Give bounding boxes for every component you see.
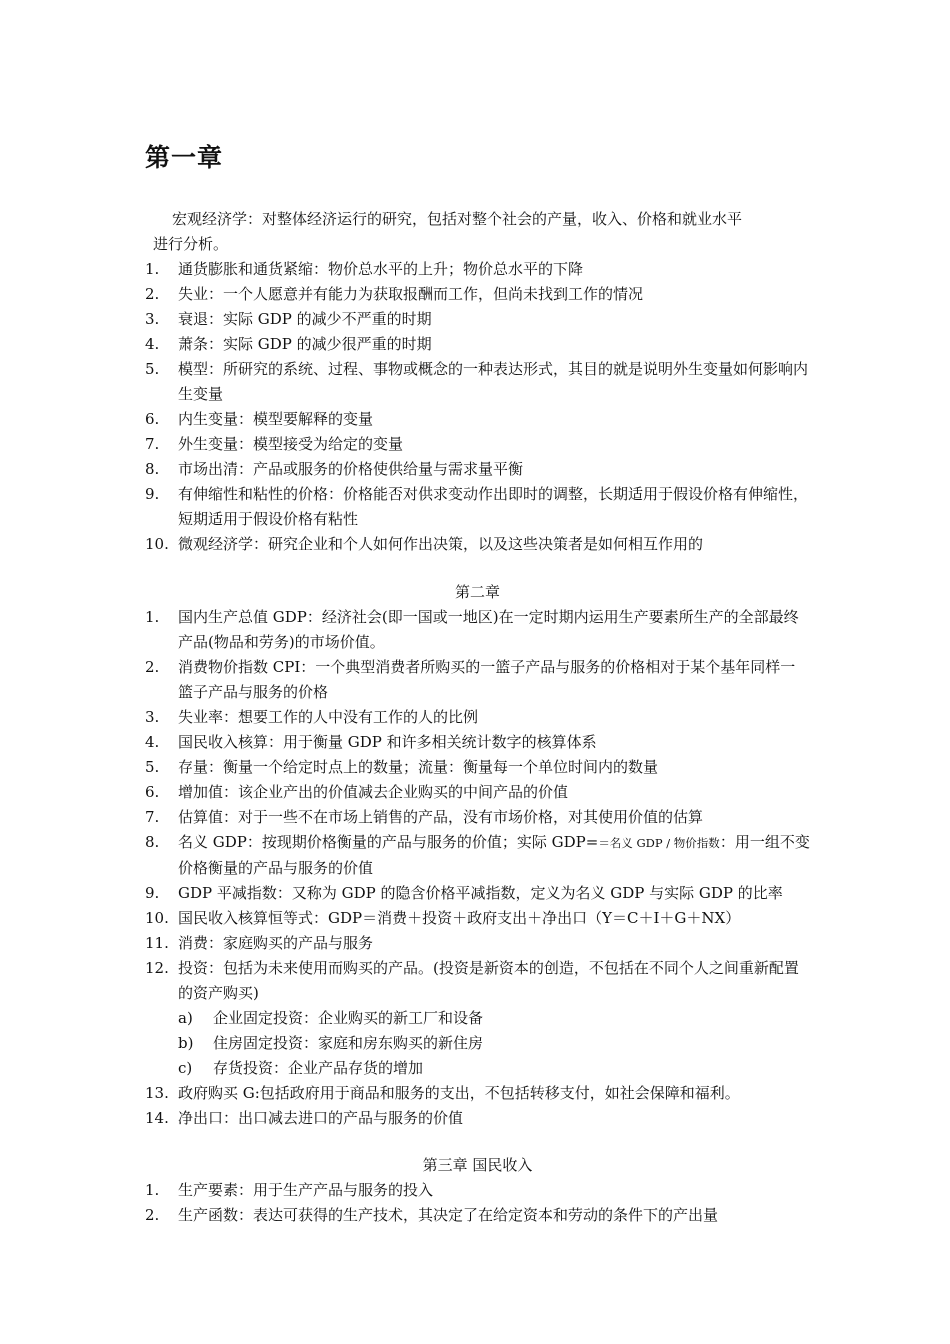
sub-list-item: c) 存货投资：企业产品存货的增加 — [178, 1059, 424, 1077]
chapter1-intro — [145, 207, 810, 257]
list-item: 10. 微观经济学：研究企业和个人如何作出决策，以及这些决策者是如何相互作用的 — [145, 535, 704, 553]
list-item: 9. GDP 平减指数：又称为 GDP 的隐含价格平减指数，定义为名义 GDP 与实际 GDP 的比率 — [145, 884, 783, 902]
list-item: 8. 市场出清：产品或服务的价格使供给量与需求量平衡 — [145, 460, 524, 478]
list-item: 9. 有伸缩性和粘性的价格：价格能否对供求变动作出即时的调整，长期适用于假设价格有伸缩性，短期适用于假设价格有粘性 — [145, 485, 809, 528]
list-item: 4. 萧条：实际 GDP 的减少很严重的时期 — [145, 335, 432, 353]
list-item: 5. 存量：衡量一个给定时点上的数量；流量：衡量每一个单位时间内的数量 — [145, 758, 659, 776]
list-item: 1. 生产要素：用于生产产品与服务的投入 — [145, 1181, 434, 1199]
list-item: 4. 国民收入核算：用于衡量 GDP 和许多相关统计数字的核算体系 — [145, 733, 597, 751]
list-item: 1. 国内生产总值 GDP：经济社会(即一国或一地区)在一定时期内运用生产要素所生产的全部最终产品(物品和劳务)的市场价值。 — [145, 608, 799, 651]
list-item: 1. 通货膨胀和通货紧缩：物价总水平的上升；物价总水平的下降 — [145, 260, 584, 278]
list-item: 14. 净出口：出口减去进口的产品与服务的价值 — [145, 1109, 464, 1127]
chapter2-title: 第二章 — [454, 583, 500, 601]
list-item: 8. 名义 GDP：按现期价格衡量的产品与服务的价值；实际 GDP=＝名义 GDP / 物价指数：用一组不变价格衡量的产品与服务的价值 — [145, 833, 810, 877]
list-item: 7. 外生变量：模型接受为给定的变量 — [145, 435, 404, 453]
chapter2-list — [145, 605, 810, 1131]
list-item: 6. 内生变量：模型要解释的变量 — [145, 410, 374, 428]
list-item: 6. 增加值：该企业产出的价值减去企业购买的中间产品的价值 — [145, 783, 569, 801]
chapter1-title: 第一章 — [145, 143, 224, 172]
intro-line-2: 进行分析。 — [153, 235, 229, 253]
list-item: 2. 消费物价指数 CPI：一个典型消费者所购买的一篮子产品与服务的价格相对于某个基年同样一篮子产品与服务的价格 — [145, 658, 796, 701]
list-item: 2. 生产函数：表达可获得的生产技术，其决定了在给定资本和劳动的条件下的产出量 — [145, 1206, 719, 1224]
list-item: 3. 衰退：实际 GDP 的减少不严重的时期 — [145, 310, 432, 328]
sub-list-item: a) 企业固定投资：企业购买的新工厂和设备 — [178, 1009, 484, 1027]
list-item: 2. 失业：一个人愿意并有能力为获取报酬而工作，但尚未找到工作的情况 — [145, 285, 644, 303]
list-item: 12. 投资：包括为未来使用而购买的产品。(投资是新资本的创造，不包括在不同个人之间重新配置的资产购买) — [145, 959, 799, 1002]
sub-list-item: b) 住房固定投资：家庭和房东购买的新住房 — [178, 1034, 484, 1052]
list-item: 3. 失业率：想要工作的人中没有工作的人的比例 — [145, 708, 479, 726]
list-item: 5. 模型：所研究的系统、过程、事物或概念的一种表达形式，其目的就是说明外生变量如何影响内生变量 — [145, 360, 809, 403]
list-item: 11. 消费：家庭购买的产品与服务 — [145, 934, 374, 952]
list-item: 10. 国民收入核算恒等式：GDP＝消费＋投资＋政府支出＋净出口（Y＝C＋I＋G＋NX） — [145, 909, 741, 927]
chapter3-title: 第三章 国民收入 — [422, 1156, 533, 1174]
real-gdp-formula: ＝名义 GDP / 物价指数 — [598, 836, 720, 850]
list-item: 7. 估算值：对于一些不在市场上销售的产品，没有市场价格，对其使用价值的估算 — [145, 808, 704, 826]
chapter1-list — [145, 257, 810, 557]
list-item: 13. 政府购买 G:包括政府用于商品和服务的支出，不包括转移支付，如社会保障和福利。 — [145, 1084, 740, 1102]
chapter3-list — [145, 1178, 810, 1228]
intro-line-1: 宏观经济学：对整体经济运行的研究，包括对整个社会的产量，收入、价格和就业水平 — [172, 210, 743, 228]
